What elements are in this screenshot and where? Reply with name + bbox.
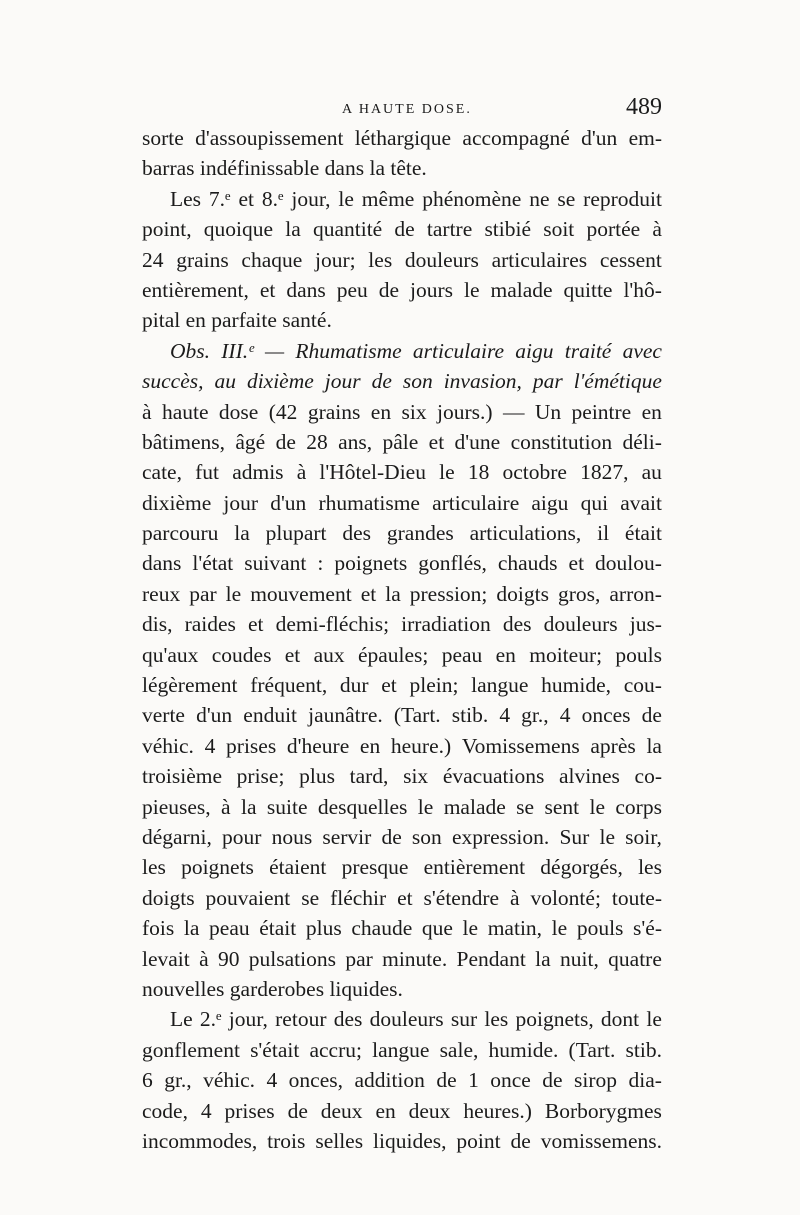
text-line: cate, fut admis à l'Hôtel-Dieu le 18 octobre 1827, au: [142, 460, 662, 485]
text-line: barras indéfinissable dans la tête.: [142, 156, 427, 181]
text-line: pital en parfaite santé.: [142, 308, 332, 333]
text-line: troisième prise; plus tard, six évacuations alvines co-: [142, 764, 662, 789]
text-line: dans l'état suivant : poignets gonflés, chauds et doulou-: [142, 551, 662, 576]
text-line: pieuses, à la suite desquelles le malade se sent le corps: [142, 794, 662, 819]
text-line: Obs. III.ᵉ — Rhumatisme articulaire aigu traité avec: [170, 338, 662, 363]
text-line: gonflement s'était accru; langue sale, humide. (Tart. stib.: [142, 1037, 662, 1062]
text-line: point, quoique la quantité de tartre stibié soit portée à: [142, 217, 662, 242]
text-line: 24 grains chaque jour; les douleurs articulaires cessent: [142, 247, 662, 272]
text-line: Le 2.ᵉ jour, retour des douleurs sur les poignets, dont le: [170, 1007, 662, 1032]
text-line: succès, au dixième jour de son invasion, par l'émétique: [142, 369, 662, 394]
text-line: légèrement fréquent, dur et plein; langue humide, cou-: [142, 673, 662, 698]
text-line: entièrement, et dans peu de jours le malade quitte l'hô-: [142, 277, 662, 302]
text-line: dégarni, pour nous servir de son expression. Sur le soir,: [142, 824, 662, 849]
text-line: à haute dose (42 grains en six jours.) — Un peintre en: [142, 399, 662, 424]
text-line: incommodes, trois selles liquides, point de vomissemens.: [142, 1128, 662, 1153]
text-line: sorte d'assoupissement léthargique accompagné d'un em-: [142, 126, 662, 150]
text-line: code, 4 prises de deux en deux heures.) Borborygmes: [142, 1098, 662, 1123]
text-line: doigts pouvaient se fléchir et s'étendre à volonté; toute-: [142, 885, 662, 910]
text-line: fois la peau était plus chaude que le matin, le pouls s'é-: [142, 916, 662, 941]
text-line: verte d'un enduit jaunâtre. (Tart. stib. 4 gr., 4 onces de: [142, 703, 662, 728]
text-line: levait à 90 pulsations par minute. Pendant la nuit, quatre: [142, 946, 662, 971]
text-line: bâtimens, âgé de 28 ans, pâle et d'une constitution déli-: [142, 429, 662, 454]
text-line: véhic. 4 prises d'heure en heure.) Vomissemens après la: [142, 733, 662, 758]
running-head: [142, 96, 662, 126]
text-line: nouvelles garderobes liquides.: [142, 976, 403, 1001]
text-line: dis, raides et demi-fléchis; irradiation des douleurs jus-: [142, 612, 662, 637]
text-line: parcouru la plupart des grandes articulations, il était: [142, 521, 662, 546]
text-line: 6 gr., véhic. 4 onces, addition de 1 once de sirop dia-: [142, 1068, 662, 1093]
running-title: A HAUTE DOSE.: [342, 102, 472, 117]
page-number: 489: [626, 94, 662, 120]
text-line: dixième jour d'un rhumatisme articulaire aigu qui avait: [142, 490, 662, 515]
body-text: [142, 123, 662, 1156]
text-line: Les 7.ᵉ et 8.ᵉ jour, le même phénomène ne se reproduit: [170, 186, 662, 211]
text-line: qu'aux coudes et aux épaules; peau en moiteur; pouls: [142, 642, 662, 667]
text-line: reux par le mouvement et la pression; doigts gros, arron-: [142, 581, 662, 606]
text-line: les poignets étaient presque entièrement dégorgés, les: [142, 855, 662, 880]
